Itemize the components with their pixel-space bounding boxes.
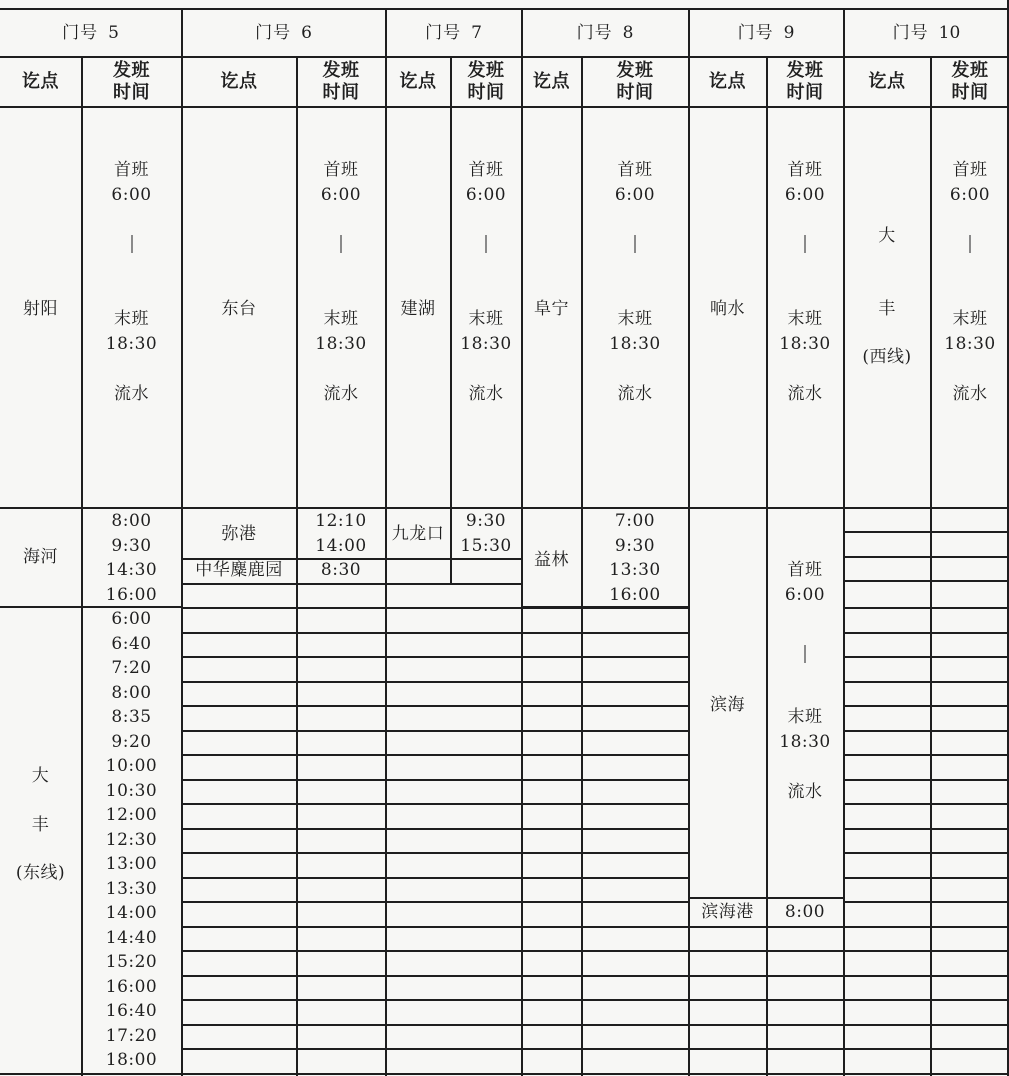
departure-time: 16:00	[105, 976, 158, 997]
first-bus-time: 6:00	[784, 584, 826, 605]
grid-line	[182, 1073, 688, 1075]
gate-number: 5	[108, 22, 119, 43]
first-bus-label: 首班	[787, 160, 823, 180]
destination-header: 讫点	[709, 70, 746, 92]
depart-time-header: 发班 时间	[951, 59, 989, 103]
last-bus-time: 18:30	[779, 333, 831, 354]
flow-label: 流水	[468, 384, 504, 404]
grid-line	[581, 56, 583, 1076]
last-bus-label: 末班	[323, 309, 359, 329]
grid-line	[688, 8, 690, 1076]
departure-time: 18:00	[105, 1050, 158, 1070]
dafeng-char-2: 丰	[878, 298, 896, 319]
destination-haihe: 海河	[23, 547, 58, 568]
grid-line	[296, 56, 298, 1076]
grid-line	[181, 8, 183, 1076]
destination-header: 讫点	[22, 70, 59, 92]
grid-line	[689, 1073, 843, 1075]
gate-9-header	[689, 10, 843, 56]
destination-header: 讫点	[220, 70, 258, 92]
first-bus-label: 首班	[323, 160, 359, 180]
departure-time: 12:00	[105, 805, 158, 825]
grid-line	[0, 606, 181, 608]
grid-line	[844, 1048, 1009, 1050]
flow-schedule	[931, 158, 1009, 478]
last-bus-label: 末班	[114, 309, 149, 329]
flow-schedule	[582, 158, 688, 478]
grid-line	[0, 106, 1009, 108]
flow-label: 流水	[787, 782, 823, 802]
grid-line	[182, 926, 688, 928]
grid-line	[450, 56, 452, 583]
grid-line	[0, 56, 1009, 58]
departure-time: 17:20	[105, 1025, 158, 1046]
migang-times: 12:10 14:00	[315, 511, 367, 556]
first-bus-label: 首班	[114, 160, 149, 180]
flow-schedule	[451, 158, 521, 478]
gate-label: 门号	[425, 22, 462, 43]
dafeng-line-tag: (西线)	[862, 347, 912, 367]
grid-line	[182, 950, 688, 952]
range-bar	[485, 235, 487, 253]
grid-line	[844, 681, 1009, 683]
grid-line	[844, 531, 1009, 533]
departure-time: 7:20	[111, 658, 152, 678]
grid-line	[81, 56, 83, 1076]
gate-number: 7	[471, 22, 482, 43]
grid-line	[182, 632, 688, 634]
departure-time: 9:20	[111, 731, 152, 752]
gate-8-header	[522, 10, 688, 56]
gate-6-header	[182, 10, 385, 56]
destination-header: 讫点	[533, 70, 570, 92]
grid-line	[182, 1024, 688, 1026]
grid-line	[766, 56, 768, 1076]
first-bus-label: 首班	[617, 160, 653, 180]
grid-line	[689, 1048, 843, 1050]
departure-time: 6:40	[111, 633, 152, 654]
dafeng-line-tag: (东线)	[15, 863, 66, 883]
grid-line	[182, 558, 385, 560]
gate-7-header	[386, 10, 521, 56]
grid-line	[689, 975, 843, 977]
last-bus-label: 末班	[787, 707, 823, 727]
destination-xiangshui: 响水	[710, 298, 745, 319]
grid-line	[385, 8, 387, 1076]
milu-park-time: 8:30	[320, 560, 362, 581]
grid-line	[844, 580, 1009, 582]
departure-time: 14:40	[105, 927, 158, 948]
depart-time-header: 发班 时间	[322, 59, 360, 103]
grid-line	[0, 507, 1009, 509]
destination-migang: 弥港	[221, 524, 257, 545]
gate-number: 6	[301, 22, 312, 43]
destination-dongtai: 东台	[221, 298, 257, 319]
departure-time: 13:00	[105, 854, 158, 874]
range-bar	[131, 235, 133, 253]
grid-line	[844, 730, 1009, 732]
destination-dafeng-west	[844, 224, 930, 404]
grid-line	[182, 656, 688, 658]
grid-line	[521, 8, 523, 1076]
grid-line	[844, 950, 1009, 952]
grid-line	[182, 1048, 688, 1050]
depart-time-header: 发班 时间	[113, 59, 150, 103]
depart-time-header: 发班 时间	[786, 59, 824, 103]
first-bus-label: 首班	[787, 560, 823, 580]
grid-line	[844, 828, 1009, 830]
grid-line	[0, 1073, 181, 1075]
haihe-times: 8:00 9:30 14:30 16:00	[105, 511, 158, 605]
grid-line	[182, 852, 688, 854]
range-bar	[969, 235, 971, 253]
grid-line	[844, 803, 1009, 805]
grid-line	[844, 999, 1009, 1001]
first-bus-time: 6:00	[111, 184, 152, 205]
grid-line	[689, 999, 843, 1001]
last-bus-time: 18:30	[609, 333, 661, 354]
last-bus-label: 末班	[468, 309, 504, 329]
grid-line	[689, 897, 843, 899]
grid-line	[844, 607, 1009, 609]
destination-header: 讫点	[868, 70, 906, 92]
grid-line	[844, 705, 1009, 707]
flow-schedule	[767, 558, 843, 858]
gate-number: 9	[783, 22, 795, 43]
jiulongkou-times: 9:30 15:30	[460, 511, 512, 556]
departure-time: 10:00	[105, 756, 158, 776]
departure-time: 14:00	[105, 903, 158, 923]
first-bus-time: 6:00	[614, 184, 656, 205]
grid-line	[386, 558, 521, 560]
departure-time: 6:00	[111, 609, 152, 629]
range-bar	[804, 235, 806, 253]
grid-line	[182, 779, 688, 781]
departure-time: 8:00	[111, 682, 152, 703]
yilin-times: 7:00 9:30 13:30 16:00	[609, 511, 661, 605]
last-bus-time: 18:30	[460, 333, 512, 354]
grid-line	[844, 754, 1009, 756]
grid-line	[182, 828, 688, 830]
flow-label: 流水	[617, 384, 653, 404]
destination-sheyang: 射阳	[23, 298, 58, 319]
grid-line	[844, 877, 1009, 879]
first-bus-label: 首班	[952, 160, 988, 180]
grid-line	[182, 681, 688, 683]
last-bus-time: 18:30	[315, 333, 367, 354]
flow-schedule	[767, 158, 843, 478]
first-bus-time: 6:00	[784, 184, 826, 205]
destination-yilin: 益林	[534, 549, 569, 570]
dafeng-char-2: 丰	[31, 814, 50, 835]
grid-line	[843, 8, 845, 1076]
grid-line	[844, 852, 1009, 854]
destination-binhai: 滨海	[710, 694, 745, 715]
grid-line	[844, 926, 1009, 928]
grid-line	[844, 779, 1009, 781]
departure-time: 8:35	[111, 707, 152, 727]
gate-label: 门号	[255, 22, 292, 43]
grid-line	[182, 754, 688, 756]
grid-line	[182, 607, 688, 609]
gate-number: 10	[938, 22, 961, 43]
gate-number: 8	[622, 22, 634, 43]
grid-line	[182, 730, 688, 732]
grid-line	[844, 556, 1009, 558]
destination-jianhu: 建湖	[400, 298, 436, 319]
flow-schedule	[82, 158, 181, 478]
binhaigang-time: 8:00	[784, 901, 826, 922]
last-bus-label: 末班	[617, 309, 653, 329]
depart-time-header: 发班 时间	[616, 59, 654, 103]
gate-label: 门号	[892, 22, 929, 43]
dafeng-char-1: 大	[878, 226, 896, 246]
depart-time-header: 发班 时间	[467, 59, 505, 103]
first-bus-time: 6:00	[320, 184, 362, 205]
departure-time: 10:30	[105, 780, 158, 801]
last-bus-time: 18:30	[779, 731, 831, 752]
range-bar	[634, 235, 636, 253]
grid-line	[386, 583, 521, 585]
flow-label: 流水	[114, 384, 149, 404]
grid-line	[930, 56, 932, 1076]
grid-line	[844, 1073, 1009, 1075]
grid-line	[844, 1024, 1009, 1026]
departure-time: 12:30	[105, 829, 158, 850]
grid-line	[182, 877, 688, 879]
grid-line	[689, 926, 843, 928]
last-bus-time: 18:30	[944, 333, 996, 354]
first-bus-label: 首班	[468, 160, 504, 180]
grid-line	[182, 705, 688, 707]
grid-line	[689, 1024, 843, 1026]
departure-time: 15:20	[105, 952, 158, 972]
grid-line	[0, 8, 1009, 10]
flow-schedule	[297, 158, 385, 478]
destination-header: 讫点	[399, 70, 437, 92]
departure-time: 16:40	[105, 1001, 158, 1021]
grid-line	[182, 975, 688, 977]
last-bus-label: 末班	[952, 309, 988, 329]
grid-line	[844, 975, 1009, 977]
range-bar	[340, 235, 342, 253]
dafeng-char-1: 大	[31, 766, 50, 786]
destination-dafeng-east	[0, 764, 81, 924]
destination-binhaigang: 滨海港	[701, 901, 754, 922]
grid-line	[182, 999, 688, 1001]
grid-line	[844, 632, 1009, 634]
gate-label: 门号	[576, 22, 613, 43]
last-bus-time: 18:30	[105, 333, 158, 354]
destination-milu-park: 中华麋鹿园	[195, 560, 283, 581]
destination-funing: 阜宁	[534, 298, 569, 319]
grid-line	[689, 950, 843, 952]
grid-line	[844, 901, 1009, 903]
grid-line	[182, 901, 688, 903]
first-bus-time: 6:00	[949, 184, 991, 205]
gate-label: 门号	[62, 22, 99, 43]
grid-line	[182, 803, 688, 805]
grid-line	[182, 583, 385, 585]
gate-10-header	[844, 10, 1009, 56]
first-bus-time: 6:00	[465, 184, 507, 205]
gate-label: 门号	[737, 22, 774, 43]
flow-label: 流水	[323, 384, 359, 404]
range-bar	[804, 645, 806, 663]
grid-line	[844, 656, 1009, 658]
dafeng-east-times	[82, 607, 181, 1073]
destination-jiulongkou: 九龙口	[391, 524, 445, 545]
flow-label: 流水	[952, 384, 988, 404]
departure-time: 13:30	[105, 878, 158, 899]
gate-5-header	[0, 10, 181, 56]
last-bus-label: 末班	[787, 309, 823, 329]
flow-label: 流水	[787, 384, 823, 404]
